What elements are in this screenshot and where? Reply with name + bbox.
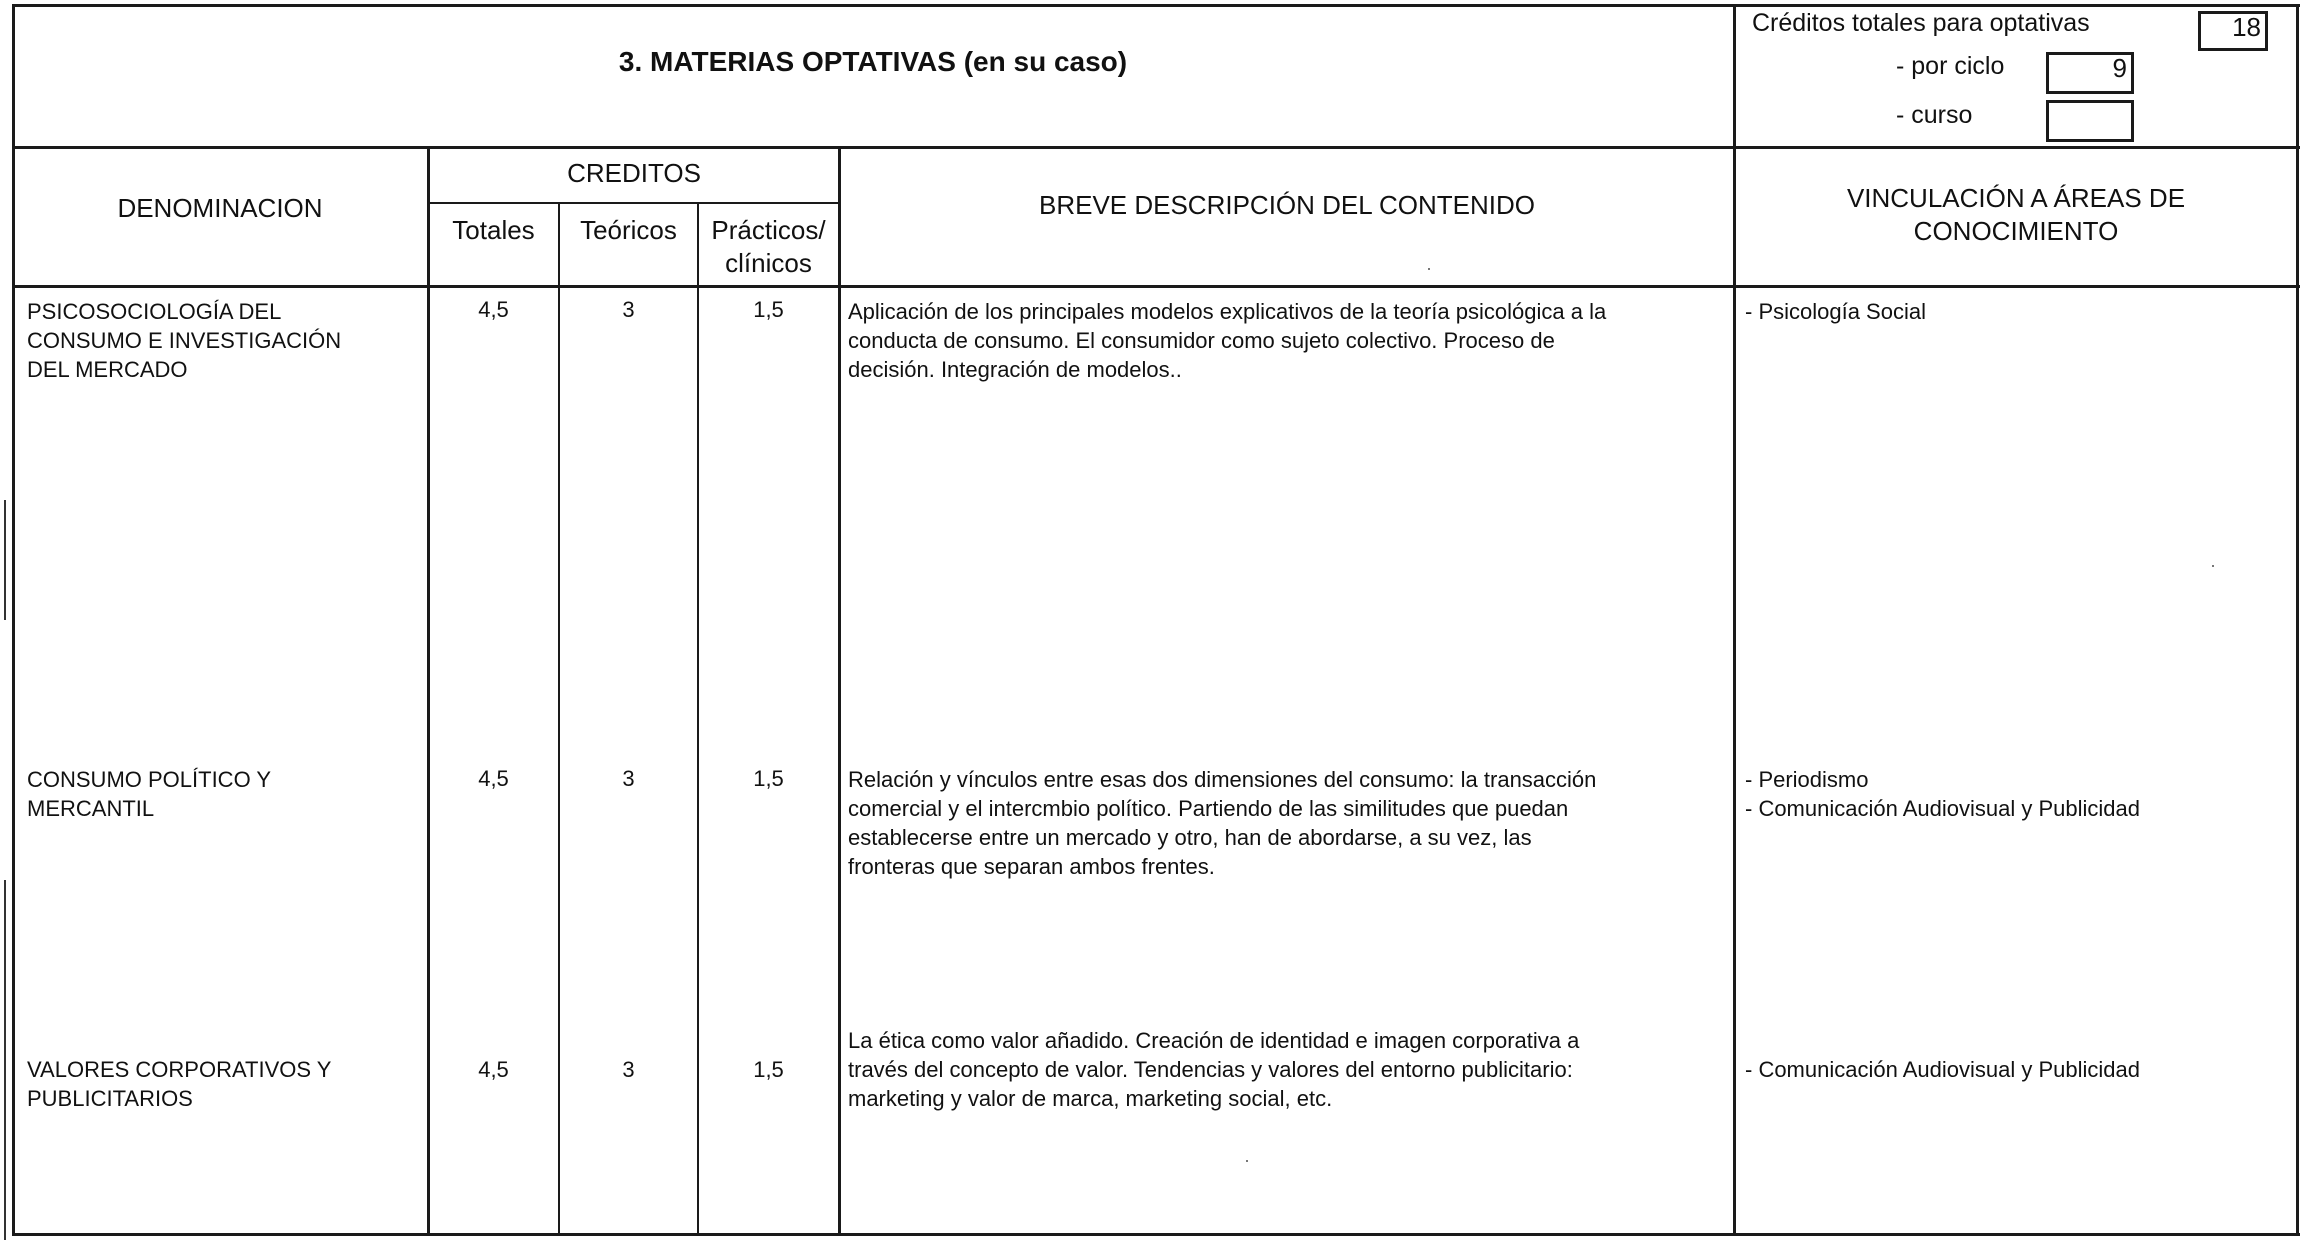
header-teoricos: Teóricos [580,215,677,245]
row-2-area-item: - Comunicación Audiovisual y Publicidad [1745,796,2140,821]
row-2-desc-line: comercial y el intercmbio político. Partiendo de las similitudes que puedan [848,796,1569,821]
row-3-name-line: VALORES CORPORATIVOS Y [27,1057,332,1082]
row-1-desc-line: Aplicación de los principales modelos explicativos de la teoría psicológica a la [848,299,1607,324]
scan-mark-left-lower [4,880,6,1240]
row-3-name-line: PUBLICITARIOS [27,1086,193,1111]
header-vinculacion-line1: VINCULACIÓN A ÁREAS DE [1846,183,2186,213]
per-cycle-label: - por ciclo [1896,52,2005,80]
scan-mark-left [4,500,6,620]
total-credits-box: 18 [2198,11,2268,51]
row-1-totales: 4,5 [478,297,509,322]
table-right-border [2296,4,2299,1236]
row-3-descripcion [848,1026,1579,1113]
header-vinculacion [1736,182,2296,248]
row-2-areas [1745,765,2140,823]
per-course-label: - curso [1896,101,1973,129]
row-3-desc-line: La ética como valor añadido. Creación de identidad e imagen corporativa a [848,1028,1580,1053]
row-3-areas [1745,1055,2140,1084]
header-vinculacion-line2: CONOCIMIENTO [1913,216,2119,246]
table-bottom-border [12,1233,2300,1236]
row-1-name-line: CONSUMO E INVESTIGACIÓN [27,328,342,353]
total-credits-label: Créditos totales para optativas [1752,9,2090,37]
row-3-totales: 4,5 [478,1057,509,1082]
row-1-desc-line: decisión. Integración de modelos.. [848,357,1182,382]
table-left-border [12,4,15,1236]
row-2-name-line: MERCANTIL [27,796,155,821]
header-creditos: CREDITOS [567,158,701,188]
row-1-areas [1745,297,1926,326]
row-2-name-line: CONSUMO POLÍTICO Y [27,767,272,792]
header-row-divider [12,285,2300,288]
section-title: 3. MATERIAS OPTATIVAS (en su caso) [618,46,1128,77]
row-2-totales: 4,5 [478,766,509,791]
scan-speck [2212,565,2214,567]
header-practicos-line2: clínicos [725,248,812,278]
row-3-desc-line: través del concepto de valor. Tendencias y valores del entorno publicitario: [848,1057,1573,1082]
row-3-desc-line: marketing y valor de marca, marketing social, etc. [848,1086,1333,1111]
row-1-name-line: DEL MERCADO [27,357,188,382]
row-1-practicos: 1,5 [753,297,784,322]
title-row-divider [12,146,2300,149]
row-1-name-line: PSICOSOCIOLOGÍA DEL [27,299,282,324]
row-2-desc-line: fronteras que separan ambos frentes. [848,854,1215,879]
row-3-denominacion [27,1055,331,1113]
row-3-teoricos: 3 [622,1057,635,1082]
row-2-practicos: 1,5 [753,766,784,791]
header-denominacion: DENOMINACION [117,193,323,223]
header-descripcion: BREVE DESCRIPCIÓN DEL CONTENIDO [1038,190,1535,220]
row-2-denominacion [27,765,271,823]
row-1-area-item: - Psicología Social [1745,299,1926,324]
col-divider-creditos-end [838,146,841,1236]
row-2-descripcion [848,765,1596,881]
row-3-area-item: - Comunicación Audiovisual y Publicidad [1745,1057,2140,1082]
scan-speck [1428,268,1430,270]
row-2-teoricos: 3 [622,766,635,791]
header-practicos [699,214,838,280]
row-1-descripcion [848,297,1606,384]
per-course-box [2046,100,2134,142]
row-1-teoricos: 3 [622,297,635,322]
per-cycle-box: 9 [2046,52,2134,94]
creditos-subheader-divider [427,202,841,204]
row-2-desc-line: establecerse entre un mercado y otro, han de abordarse, a su vez, las [848,825,1532,850]
row-2-desc-line: Relación y vínculos entre esas dos dimensiones del consumo: la transacción [848,767,1597,792]
table-top-border [12,4,2300,7]
row-1-denominacion [27,297,341,384]
row-3-practicos: 1,5 [753,1057,784,1082]
row-2-area-item: - Periodismo [1745,767,1869,792]
header-practicos-line1: Prácticos/ [711,215,826,245]
row-1-desc-line: conducta de consumo. El consumidor como sujeto colectivo. Proceso de [848,328,1555,353]
header-totales: Totales [452,215,535,245]
scan-speck [1246,1160,1248,1162]
